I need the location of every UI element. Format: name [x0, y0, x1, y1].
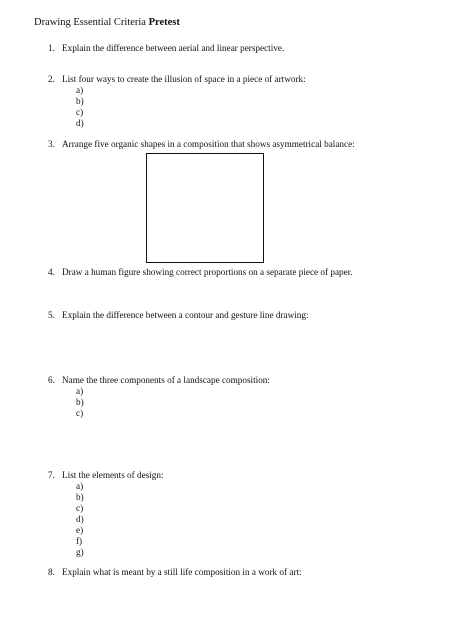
question-text: Explain the difference between aerial and linear perspective.: [62, 43, 285, 53]
drawing-box: [146, 153, 264, 263]
question-number: 1.: [48, 43, 55, 53]
question-number: 6.: [48, 375, 55, 385]
answer-line: g): [76, 547, 84, 557]
answer-line: b): [76, 96, 84, 106]
answer-line: b): [76, 397, 84, 407]
question-text: Name the three components of a landscape composition:: [62, 375, 270, 385]
answer-line: c): [76, 107, 84, 117]
answer-line: f): [76, 536, 83, 546]
question-4: [48, 267, 353, 278]
question-text: Arrange five organic shapes in a composition that shows asymmetrical balance:: [62, 139, 355, 149]
question-5: [48, 310, 309, 321]
question-1: [48, 43, 285, 54]
question-number: 8.: [48, 567, 55, 577]
question-number: 3.: [48, 139, 55, 149]
question-text: List four ways to create the illusion of space in a piece of artwork:: [62, 74, 306, 84]
answer-line: a): [76, 386, 84, 396]
question-8: [48, 567, 302, 578]
question-3: [48, 139, 355, 150]
question-number: 2.: [48, 74, 55, 84]
question-text: List the elements of design:: [62, 470, 164, 480]
answer-line: a): [76, 481, 84, 491]
question-number: 7.: [48, 470, 55, 480]
answer-line: e): [76, 525, 84, 535]
question-text: Explain what is meant by a still life composition in a work of art:: [62, 567, 302, 577]
answer-line: c): [76, 408, 84, 418]
question-7: [48, 470, 164, 481]
question-number: 5.: [48, 310, 55, 320]
question-2: [48, 74, 306, 85]
question-number: 4.: [48, 267, 55, 277]
answer-line: d): [76, 514, 84, 524]
title-bold: Pretest: [148, 17, 180, 28]
page-title: [34, 17, 180, 28]
question-6: [48, 375, 270, 386]
question-text: Explain the difference between a contour and gesture line drawing:: [62, 310, 309, 320]
answer-line: a): [76, 85, 84, 95]
answer-line: c): [76, 503, 84, 513]
question-text: Draw a human figure showing correct proportions on a separate piece of paper.: [62, 267, 353, 277]
title-text: Drawing Essential Criteria: [34, 17, 149, 28]
answer-line: b): [76, 492, 84, 502]
answer-line: d): [76, 118, 84, 128]
